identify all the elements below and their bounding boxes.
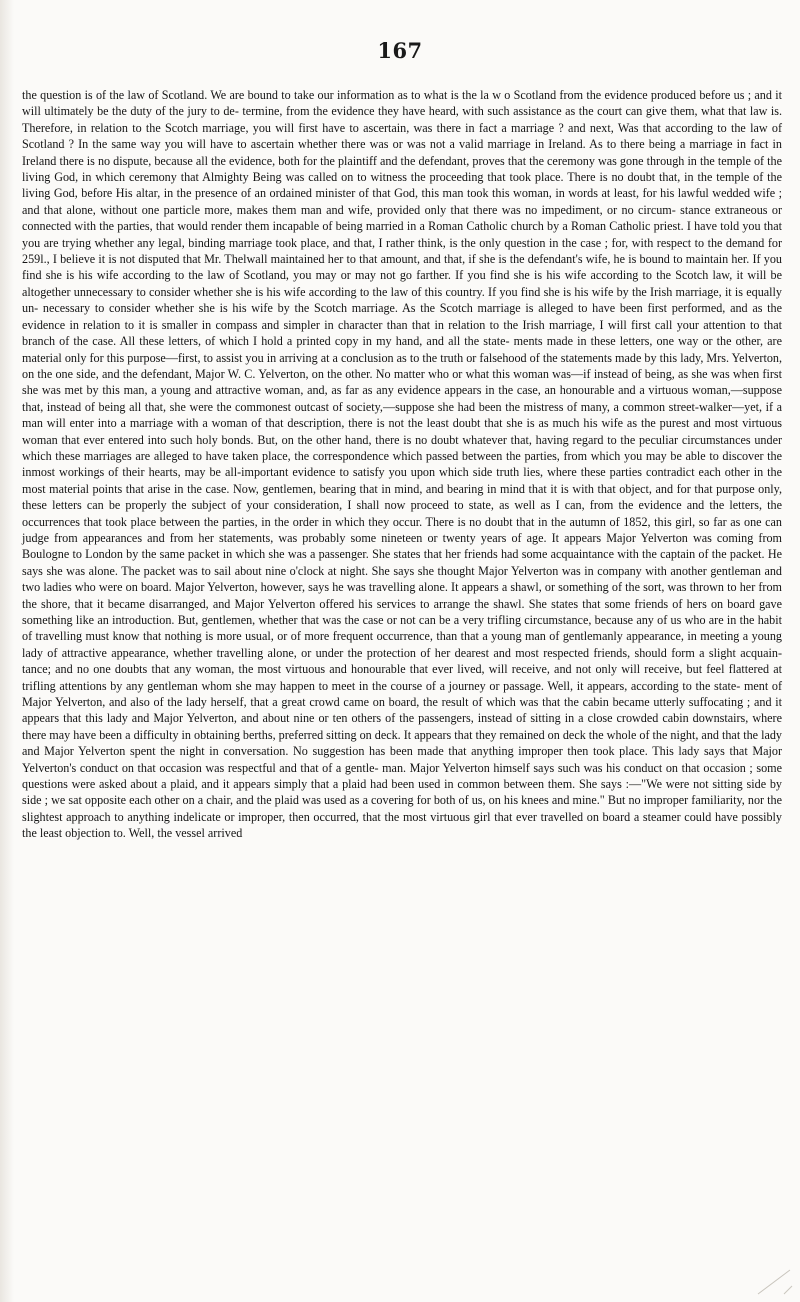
body-text: the question is of the law of Scotland. We are bound to take our information as to what is the la w o Scotland from the evidence produced before us ; and it will ultimately be the duty of the jury to de- termine, from the evidence they have heard, with such assistance as the court can give them, what that law is. Therefore, in relation to the Scotch marriage, you will first have to ascertain, was there in fact a marriage ? and next, Was that according to the law of Scotland ? In the same way you will have to ascertain whether there was or was not a valid marriage in Ireland. As to there being a marriage in fact in Ireland there is no dispute, because all the evidence, both for the plaintiff and the defendant, proves that the ceremony was gone through in the temple of the living God, in which ceremony that Almighty Being was called on to witness the proceeding that took place. There is no doubt that, in the temple of the living God, before His altar, in the presence of an ordained minister of that God, this man took this woman, in words at least, for his lawful wedded wife ; and that alone, without one particle more, makes them man and wife, provided only that there was no impediment, or no circum- stance extraneous or connected with the parties, that would render them incapable of being married in a Roman Catholic church by a Roman Catholic priest. I have told you that you are trying whether any legal, binding marriage took place, and that, I rather think, is the only question in the case ; for, with respect to the demand for 259l., I believe it is not disputed that Mr. Thelwall maintained her to that amount, and that, if she is the defendant's wife, he is bound to maintain her. If you find she is his wife according to the law of Scotland, you may or may not go farther. If you find she is his wife according to the Scotch law, it will be altogether unnecessary to consider whether she is his wife according to the law of this country. If you find she is his wife by the Irish marriage, it is equally un- necessary to consider whether she is his wife by the Scotch marriage. As the Scotch marriage is alleged to have been first performed, and as the evidence in relation to it is smaller in compass and simpler in character than that in relation to the Irish marriage, I will first call your attention to that branch of the case. All these letters, of which I hold a printed copy in my hand, and all the state- ments made in these letters, one way or the other, are material only for this purpose—first, to assist you in arriving at a conclusion as to the truth or falsehood of the statements made by this lady, Mrs. Yelverton, on the one side, and the defendant, Major W. C. Yelverton, on the other. No matter who or what this woman was—if instead of being, as she was when first she was met by this man, a young and attractive woman, and, as far as any evidence appears in the case, an honourable and a virtuous woman,—suppose that, instead of being all that, she were the commonest outcast of society,—suppose she had been the mistress of many, a common street-walker—yet, if a man will enter into a marriage with a woman of that description, there is not the least doubt that she is as much his wife as the purest and most virtuous woman that ever entered into such holy bonds. But, on the other hand, there is no doubt whatever that, having regard to the peculiar circumstances under which these marriages are alleged to have taken place, the correspondence which passed between the parties, from which you may be able to discover the inmost workings of their hearts, may be all-important evidence to satisfy you upon which side truth lies, where these parties contradict each other in the most material points that arise in the case. Now, gentlemen, bearing that in mind, and bearing in mind that it is with that object, and for that purpose only, these letters can be properly the subject of your consideration, I shall now proceed to state, as well as I can, from the evidence and the letters, the occurrences that took place between the parties, in the order in which they occur. There is no doubt that in the autumn of 1852, this girl, so far as one can judge from appearances and from her statements, was probably some nineteen or twenty years of age. It appears Major Yelverton was coming from Boulogne to London by the same packet in which she was a passenger. She states that her friends had some acquaintance with the captain of the packet. He says she was alone. The packet was to sail about nine o'clock at night. She says she thought Major Yelverton was in company with another gentleman and two ladies who were on board. Major Yelverton, however, says he was travelling alone. It appears a shawl, or something of the sort, was thrown to her from the shore, that it became disarranged, and Major Yelverton offered his services to arrange the shawl. She states that some friends of hers on board gave something like an introduction. But, gentlemen, whether that was the case or not can be a very trifling circumstance, because any of us who are in the habit of travelling must know that nothing is more usual, or of more frequent occurrence, than that a young man of gentlemanly appearance, in meeting a young lady of attractive appearance, whether travelling alone, or under the protection of her dearest and most respected friends, should form a slight acquain- tance; and no one doubts that any woman, the most virtuous and honourable that ever lived, will receive, and not only will receive, but feel flattered at trifling attentions by any gentleman whom she may happen to meet in the course of a journey or passage. Well, it appears, according to the state- ment of Major Yelverton, and also of the lady herself, that a great crowd came on board, the result of which was that the cabin became utterly suffocating ; and it appears that this lady and Major Yelverton, and about nine or ten others of the passengers, instead of sitting in a close crowded cabin downstairs, where there may have been a difficulty in obtaining berths, preferred sitting on deck. It appears that they remained on deck the whole of the night, and that the lady and Major Yelverton spent the night in conversation. No suggestion has been made that anything improper then took place. This lady says that Major Yelverton's conduct on that occasion was respectful and that of a gentle- man. Major Yelverton himself says such was his conduct on that occasion ; some questions were asked about a plaid, and it appears simply that a plaid had been used in common between them. She says :—"We were not sitting side by side ; we sat opposite each other on a chair, and the plaid was used as a covering for both of us, on his knees and mine." But no improper familiarity, nor the slightest approach to anything indelicate or improper, then occurred, that the most virtuous girl that ever travelled on board a steamer could have possibly the least objection to. Well, the vessel arrived: [22, 88, 782, 841]
scan-edge-shadow: [0, 0, 14, 1302]
page-number: 167: [377, 38, 423, 63]
page-corner-mark: [754, 1266, 794, 1296]
